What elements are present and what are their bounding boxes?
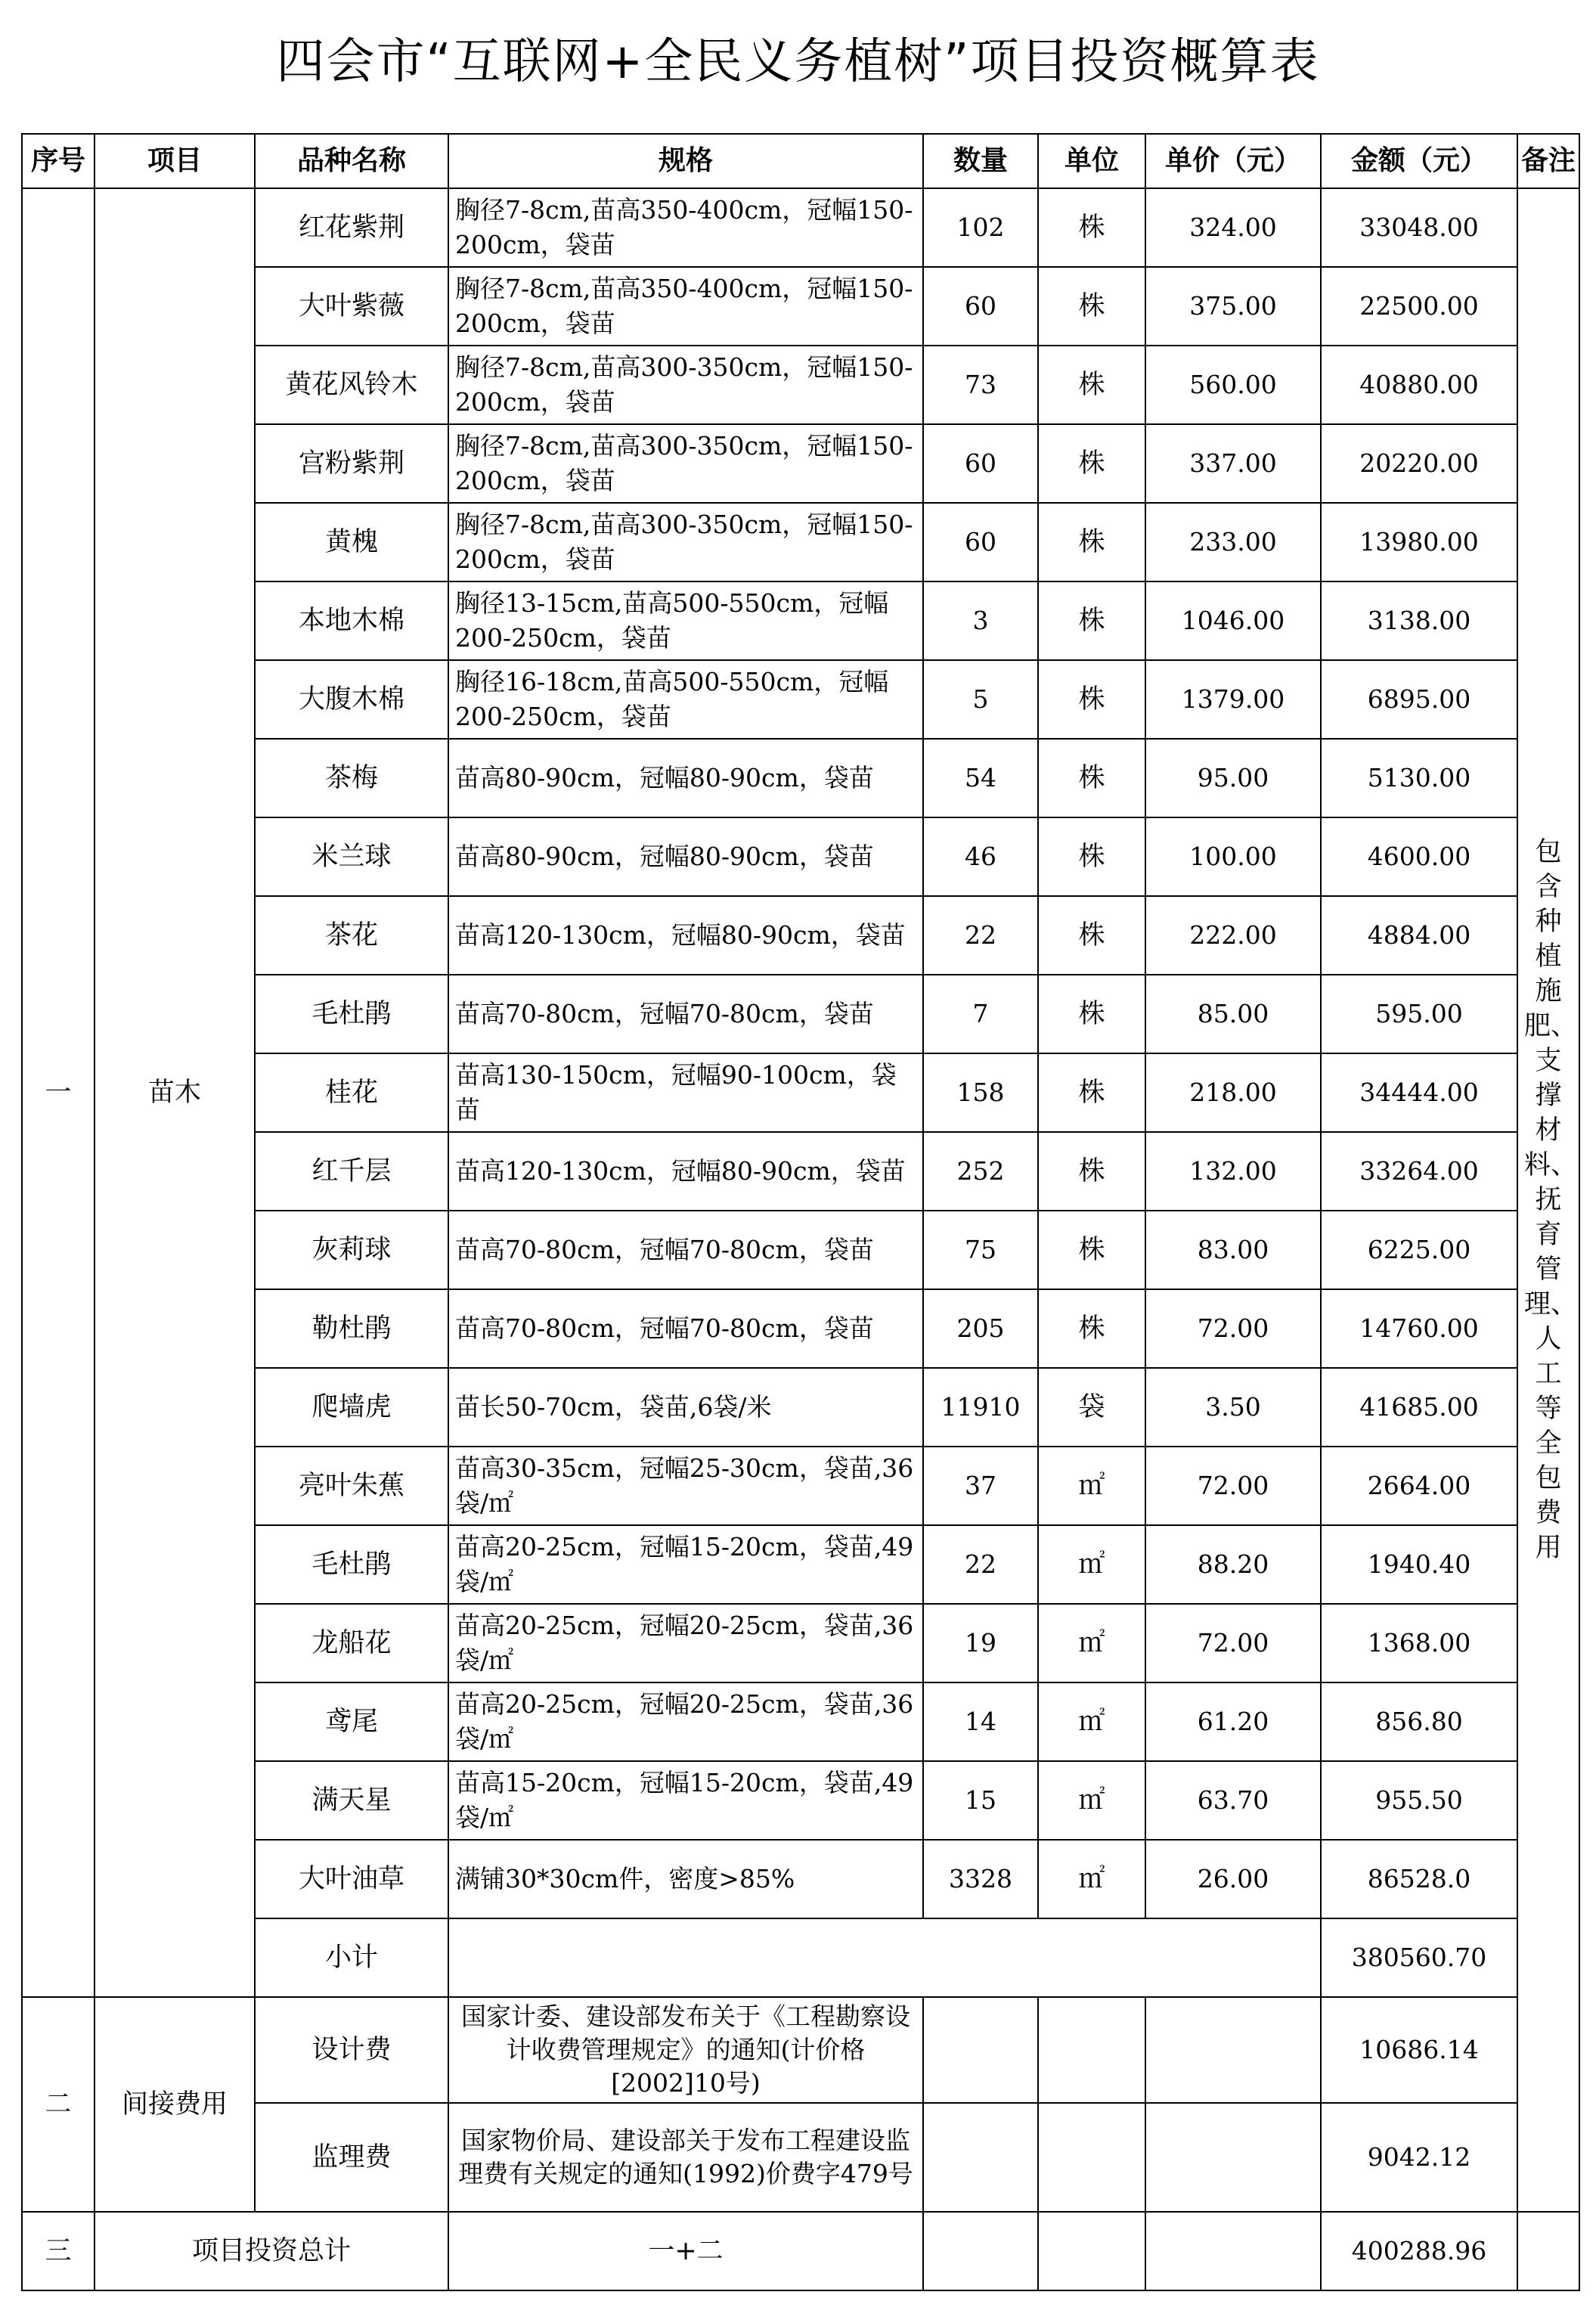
header-spec: 规格 <box>448 134 923 188</box>
variety-name: 毛杜鹃 <box>255 1525 448 1604</box>
quantity: 7 <box>923 975 1038 1053</box>
table-row <box>22 1368 1579 1447</box>
section-seq: 三 <box>22 2212 95 2290</box>
quantity-blank <box>923 2212 1038 2290</box>
amount: 856.80 <box>1321 1682 1517 1761</box>
unit-price: 95.00 <box>1145 739 1321 817</box>
spec: 胸径7-8cm,苗高350-400cm，冠幅150-200cm，袋苗 <box>448 267 923 346</box>
amount: 1368.00 <box>1321 1604 1517 1682</box>
amount: 10686.14 <box>1321 1997 1517 2103</box>
amount: 33264.00 <box>1321 1132 1517 1211</box>
unit: 株 <box>1038 1289 1145 1368</box>
table-row <box>22 975 1579 1053</box>
section-seq: 一 <box>22 188 95 1997</box>
amount: 40880.00 <box>1321 346 1517 424</box>
unit-price: 375.00 <box>1145 267 1321 346</box>
unit-price: 132.00 <box>1145 1132 1321 1211</box>
fee-basis: 国家物价局、建设部关于发布工程建设监理费有关规定的通知(1992)价费字479号 <box>448 2103 923 2212</box>
unit: 株 <box>1038 424 1145 503</box>
table-row <box>22 267 1579 346</box>
amount: 41685.00 <box>1321 1368 1517 1447</box>
total-label: 项目投资总计 <box>95 2212 448 2290</box>
table-row <box>22 1604 1579 1682</box>
section-project: 间接费用 <box>95 1997 255 2212</box>
price-blank <box>1145 1997 1321 2103</box>
amount: 955.50 <box>1321 1761 1517 1840</box>
fee-basis: 国家计委、建设部发布关于《工程勘察设计收费管理规定》的通知(计价格[2002]10号) <box>448 1997 923 2103</box>
spec: 苗高120-130cm，冠幅80-90cm，袋苗 <box>448 896 923 975</box>
unit-price: 63.70 <box>1145 1761 1321 1840</box>
unit: ㎡ <box>1038 1840 1145 1918</box>
table-row <box>22 1840 1579 1918</box>
unit: 株 <box>1038 1053 1145 1132</box>
spec: 苗高20-25cm，冠幅15-20cm，袋苗,49袋/㎡ <box>448 1525 923 1604</box>
unit: 株 <box>1038 346 1145 424</box>
spec: 苗高30-35cm，冠幅25-30cm，袋苗,36袋/㎡ <box>448 1447 923 1525</box>
quantity: 3 <box>923 581 1038 660</box>
spec: 苗高120-130cm，冠幅80-90cm，袋苗 <box>448 1132 923 1211</box>
table-row <box>22 1053 1579 1132</box>
quantity: 14 <box>923 1682 1038 1761</box>
table-row <box>22 660 1579 739</box>
amount: 13980.00 <box>1321 503 1517 581</box>
unit-price: 222.00 <box>1145 896 1321 975</box>
section-project: 苗木 <box>95 188 255 1997</box>
total-formula: 一+二 <box>448 2212 923 2290</box>
header-price: 单价（元） <box>1145 134 1321 188</box>
quantity: 205 <box>923 1289 1038 1368</box>
unit-price: 88.20 <box>1145 1525 1321 1604</box>
spec: 苗高80-90cm，冠幅80-90cm，袋苗 <box>448 739 923 817</box>
variety-name: 龙船花 <box>255 1604 448 1682</box>
remark: 包含种植施肥、支撑材料、抚育管理、人工等全包费用 <box>1517 188 1579 2212</box>
quantity: 60 <box>923 424 1038 503</box>
spec: 胸径16-18cm,苗高500-550cm，冠幅200-250cm，袋苗 <box>448 660 923 739</box>
spec: 胸径7-8cm,苗高350-400cm，冠幅150-200cm，袋苗 <box>448 188 923 267</box>
variety-name: 毛杜鹃 <box>255 975 448 1053</box>
header-seq: 序号 <box>22 134 95 188</box>
amount: 6225.00 <box>1321 1211 1517 1289</box>
variety-name: 宫粉紫荆 <box>255 424 448 503</box>
unit: ㎡ <box>1038 1447 1145 1525</box>
header-amount: 金额（元） <box>1321 134 1517 188</box>
price-blank <box>1145 2212 1321 2290</box>
fee-name: 监理费 <box>255 2103 448 2212</box>
table-row <box>22 188 1579 267</box>
subtotal-amount: 380560.70 <box>1321 1918 1517 1997</box>
unit-price: 233.00 <box>1145 503 1321 581</box>
total-amount: 400288.96 <box>1321 2212 1517 2290</box>
table-row <box>22 1525 1579 1604</box>
unit-price: 72.00 <box>1145 1447 1321 1525</box>
unit-blank <box>1038 2103 1145 2212</box>
unit: 株 <box>1038 267 1145 346</box>
variety-name: 大叶油草 <box>255 1840 448 1918</box>
variety-name: 黄花风铃木 <box>255 346 448 424</box>
quantity: 15 <box>923 1761 1038 1840</box>
variety-name: 大叶紫薇 <box>255 267 448 346</box>
variety-name: 鸢尾 <box>255 1682 448 1761</box>
spec: 满铺30*30cm件，密度>85% <box>448 1840 923 1918</box>
subtotal-row <box>22 1918 1579 1997</box>
table-row <box>22 1997 1579 2103</box>
quantity: 102 <box>923 188 1038 267</box>
unit: 株 <box>1038 188 1145 267</box>
unit: 株 <box>1038 503 1145 581</box>
variety-name: 黄槐 <box>255 503 448 581</box>
unit: 株 <box>1038 896 1145 975</box>
unit-price: 337.00 <box>1145 424 1321 503</box>
table-row <box>22 581 1579 660</box>
unit-price: 85.00 <box>1145 975 1321 1053</box>
budget-table <box>21 133 1580 2291</box>
amount: 6895.00 <box>1321 660 1517 739</box>
variety-name: 红花紫荆 <box>255 188 448 267</box>
total-row <box>22 2212 1579 2290</box>
header-variety: 品种名称 <box>255 134 448 188</box>
unit: 株 <box>1038 739 1145 817</box>
amount: 5130.00 <box>1321 739 1517 817</box>
unit: 株 <box>1038 1132 1145 1211</box>
variety-name: 大腹木棉 <box>255 660 448 739</box>
table-row <box>22 817 1579 896</box>
table-row <box>22 2103 1579 2212</box>
table-row <box>22 1289 1579 1368</box>
spec: 胸径7-8cm,苗高300-350cm，冠幅150-200cm，袋苗 <box>448 503 923 581</box>
quantity: 5 <box>923 660 1038 739</box>
amount: 2664.00 <box>1321 1447 1517 1525</box>
unit-price: 61.20 <box>1145 1682 1321 1761</box>
table-row <box>22 1447 1579 1525</box>
unit: 株 <box>1038 975 1145 1053</box>
unit-price: 218.00 <box>1145 1053 1321 1132</box>
quantity: 3328 <box>923 1840 1038 1918</box>
quantity: 60 <box>923 267 1038 346</box>
spec: 苗高130-150cm，冠幅90-100cm，袋苗 <box>448 1053 923 1132</box>
spec: 胸径7-8cm,苗高300-350cm，冠幅150-200cm，袋苗 <box>448 346 923 424</box>
subtotal-blank <box>448 1918 1321 1997</box>
spec: 苗高70-80cm，冠幅70-80cm，袋苗 <box>448 1211 923 1289</box>
price-blank <box>1145 2103 1321 2212</box>
remark-blank <box>1517 2212 1579 2290</box>
variety-name: 本地木棉 <box>255 581 448 660</box>
amount: 86528.0 <box>1321 1840 1517 1918</box>
spec: 苗高70-80cm，冠幅70-80cm，袋苗 <box>448 975 923 1053</box>
table-row <box>22 503 1579 581</box>
unit: 株 <box>1038 817 1145 896</box>
amount: 4884.00 <box>1321 896 1517 975</box>
amount: 34444.00 <box>1321 1053 1517 1132</box>
page-title: 四会市“互联网+全民义务植树”项目投资概算表 <box>276 34 1320 90</box>
amount: 4600.00 <box>1321 817 1517 896</box>
unit-price: 3.50 <box>1145 1368 1321 1447</box>
section-seq: 二 <box>22 1997 95 2212</box>
quantity: 54 <box>923 739 1038 817</box>
unit-price: 72.00 <box>1145 1289 1321 1368</box>
variety-name: 茶梅 <box>255 739 448 817</box>
spec: 苗高70-80cm，冠幅70-80cm，袋苗 <box>448 1289 923 1368</box>
spec: 苗长50-70cm，袋苗,6袋/米 <box>448 1368 923 1447</box>
spec: 苗高15-20cm，冠幅15-20cm，袋苗,49袋/㎡ <box>448 1761 923 1840</box>
spec: 胸径13-15cm,苗高500-550cm，冠幅200-250cm，袋苗 <box>448 581 923 660</box>
table-row <box>22 1761 1579 1840</box>
table-row <box>22 1211 1579 1289</box>
unit-price: 72.00 <box>1145 1604 1321 1682</box>
quantity: 19 <box>923 1604 1038 1682</box>
quantity: 22 <box>923 1525 1038 1604</box>
quantity: 37 <box>923 1447 1038 1525</box>
table-row <box>22 896 1579 975</box>
quantity: 158 <box>923 1053 1038 1132</box>
variety-name: 灰莉球 <box>255 1211 448 1289</box>
unit-price: 100.00 <box>1145 817 1321 896</box>
unit: ㎡ <box>1038 1761 1145 1840</box>
table-row <box>22 739 1579 817</box>
unit: 株 <box>1038 660 1145 739</box>
quantity-blank <box>923 2103 1038 2212</box>
unit: 株 <box>1038 1211 1145 1289</box>
unit: 株 <box>1038 581 1145 660</box>
spec: 苗高80-90cm，冠幅80-90cm，袋苗 <box>448 817 923 896</box>
subtotal-label: 小计 <box>255 1918 448 1997</box>
variety-name: 亮叶朱蕉 <box>255 1447 448 1525</box>
unit: ㎡ <box>1038 1682 1145 1761</box>
unit: ㎡ <box>1038 1525 1145 1604</box>
amount: 33048.00 <box>1321 188 1517 267</box>
unit-blank <box>1038 1997 1145 2103</box>
header-qty: 数量 <box>923 134 1038 188</box>
amount: 9042.12 <box>1321 2103 1517 2212</box>
variety-name: 勒杜鹃 <box>255 1289 448 1368</box>
quantity: 46 <box>923 817 1038 896</box>
table-row <box>22 346 1579 424</box>
quantity: 252 <box>923 1132 1038 1211</box>
header-unit: 单位 <box>1038 134 1145 188</box>
unit-price: 560.00 <box>1145 346 1321 424</box>
amount: 1940.40 <box>1321 1525 1517 1604</box>
unit-price: 1046.00 <box>1145 581 1321 660</box>
table-row <box>22 424 1579 503</box>
unit-price: 324.00 <box>1145 188 1321 267</box>
unit-price: 1379.00 <box>1145 660 1321 739</box>
header-remark: 备注 <box>1517 134 1579 188</box>
amount: 22500.00 <box>1321 267 1517 346</box>
variety-name: 米兰球 <box>255 817 448 896</box>
unit: 袋 <box>1038 1368 1145 1447</box>
quantity: 75 <box>923 1211 1038 1289</box>
table-row <box>22 1132 1579 1211</box>
header-row <box>22 134 1579 188</box>
variety-name: 红千层 <box>255 1132 448 1211</box>
unit-blank <box>1038 2212 1145 2290</box>
unit-price: 26.00 <box>1145 1840 1321 1918</box>
amount: 595.00 <box>1321 975 1517 1053</box>
quantity: 73 <box>923 346 1038 424</box>
unit-price: 83.00 <box>1145 1211 1321 1289</box>
fee-name: 设计费 <box>255 1997 448 2103</box>
quantity: 11910 <box>923 1368 1038 1447</box>
amount: 20220.00 <box>1321 424 1517 503</box>
header-project: 项目 <box>95 134 255 188</box>
quantity-blank <box>923 1997 1038 2103</box>
table-row <box>22 1682 1579 1761</box>
variety-name: 满天星 <box>255 1761 448 1840</box>
quantity: 60 <box>923 503 1038 581</box>
variety-name: 桂花 <box>255 1053 448 1132</box>
spec: 苗高20-25cm，冠幅20-25cm，袋苗,36袋/㎡ <box>448 1682 923 1761</box>
spec: 胸径7-8cm,苗高300-350cm，冠幅150-200cm，袋苗 <box>448 424 923 503</box>
unit: ㎡ <box>1038 1604 1145 1682</box>
amount: 3138.00 <box>1321 581 1517 660</box>
variety-name: 爬墙虎 <box>255 1368 448 1447</box>
variety-name: 茶花 <box>255 896 448 975</box>
spec: 苗高20-25cm，冠幅20-25cm，袋苗,36袋/㎡ <box>448 1604 923 1682</box>
amount: 14760.00 <box>1321 1289 1517 1368</box>
quantity: 22 <box>923 896 1038 975</box>
